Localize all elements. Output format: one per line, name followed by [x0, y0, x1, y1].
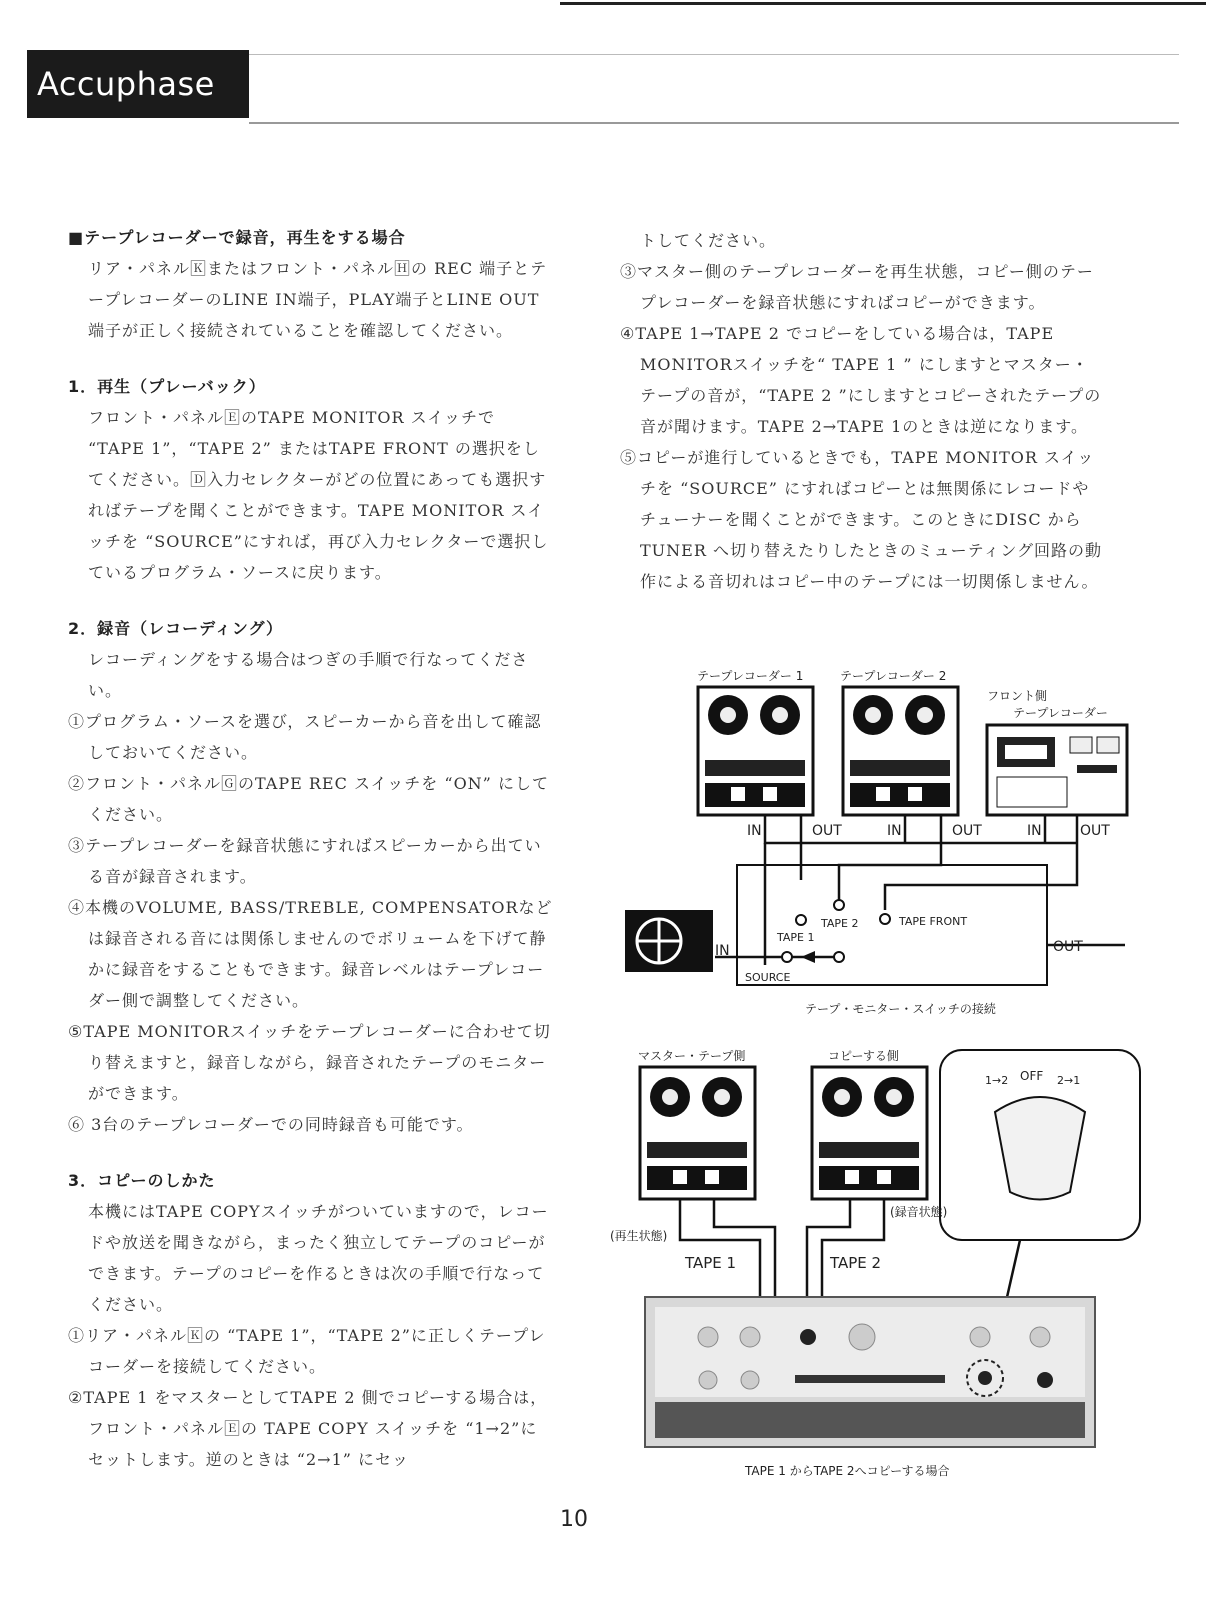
rec2-in: IN [887, 823, 902, 839]
label-rec-state: (録音状態) [890, 1205, 948, 1219]
s3-step: ①リア・パネル🄺の “TAPE 1”，“TAPE 2”に正しくテープレコーダーを接続してください。 [68, 1326, 546, 1376]
rec1-in: IN [747, 823, 762, 839]
diagram1-caption: テープ・モニター・スイッチの接続 [805, 1002, 996, 1016]
switch-closeup [940, 1050, 1140, 1240]
diagram2-caption: TAPE 1 からTAPE 2へコピーする場合 [745, 1464, 950, 1478]
s3-heading: 3．コピーのしかた [68, 1171, 216, 1190]
intro-paragraph: リア・パネル🄺またはフロント・パネル🄷の REC 端子とテープレコーダーのLINE IN端子，PLAY端子とLINE OUT端子が正しく接続されていることを確認してください。 [88, 259, 548, 340]
accuphase-logo: Accuphase [27, 50, 249, 118]
s2-step: ②フロント・パネル🄶のTAPE REC スイッチを “ON” にしてください。 [68, 774, 549, 824]
header-rule-bottom [249, 122, 1179, 124]
copy-step: ③マスター側のテープレコーダーを再生状態，コピー側のテープレコーダーを録音状態にすればコピーができます。 [620, 262, 1094, 312]
s3-intro: 本機にはTAPE COPYスイッチがついていますので，レコードや放送を聞きながら，まったく独立してテープのコピーができます。テープのコピーを作るときは次の手順で行なってください。 [88, 1202, 549, 1314]
label-front-2: テープレコーダー [1013, 706, 1108, 720]
copy-step: ④TAPE 1→TAPE 2 でコピーをしている場合は，TAPE MONITORスイッチを“ TAPE 1 ” にしますとマスター・テープの音が，“TAPE 2 ”にしますとコピーされたテープの音が聞けます。TAPE 2→TAPE 1のときは逆になります。 [620, 324, 1102, 436]
amplifier-front-panel [645, 1297, 1095, 1447]
label-recorder-2: テープレコーダー 2 [840, 669, 947, 683]
label-play-state: (再生状態) [610, 1229, 668, 1243]
s2-intro: レコーディングをする場合はつぎの手順で行なってください。 [88, 650, 529, 700]
label-copy: コピーする側 [828, 1049, 899, 1063]
copy-step: ⑤コピーが進行しているときでも，TAPE MONITOR スイッチを “SOURCE” にすればコピーとは無関係にレコードやチューナーを聞くことができます。このときにDISC から TUNER へ切り替えたりしたときのミューティング回路の動作による音切れはコピー中のテープには一切関係しません。 [620, 448, 1103, 591]
section-heading: ■テープレコーダーで録音，再生をする場合 [68, 228, 406, 247]
s2-step: ④本機のVOLUME, BASS/TREBLE, COMPENSATORなどは録音される音には関係しませんのでボリュームを下げて静かに録音をすることもできます。録音レベルはテープレコーダー側で調整してください。 [68, 898, 553, 1010]
s2-step: ③テープレコーダーを録音状態にすればスピーカーから出ている音が録音されます。 [68, 836, 542, 886]
switch-label-2to1: 2→1 [1057, 1074, 1081, 1087]
label-recorder-1: テープレコーダー 1 [697, 669, 804, 683]
label-tape2: TAPE 2 [821, 917, 859, 930]
tape-copy-diagram [600, 1042, 1170, 1482]
master-recorder-icon [640, 1067, 755, 1199]
s2-step: ⑤TAPE MONITORスイッチをテープレコーダーに合わせて切り替えますと，録音しながら，録音されたテープのモニターができます。 [68, 1022, 551, 1103]
label-front-1: フロント側 [987, 689, 1048, 703]
switch-label-off: OFF [1020, 1069, 1044, 1083]
label-copy-tape2: TAPE 2 [830, 1254, 882, 1272]
amp-out: OUT [1053, 939, 1083, 955]
left-column [68, 222, 553, 1475]
header-rule-top [249, 54, 1179, 55]
front-out: OUT [1080, 823, 1110, 839]
reel-recorder-1-icon [698, 687, 813, 815]
label-copy-tape1: TAPE 1 [685, 1254, 737, 1272]
front-in: IN [1027, 823, 1042, 839]
turntable-icon [625, 910, 713, 972]
label-tape1: TAPE 1 [777, 931, 815, 944]
rec1-out: OUT [812, 823, 842, 839]
s2-step: ①プログラム・ソースを選び，スピーカーから音を出して確認しておいてください。 [68, 712, 542, 762]
copy-recorder-icon [812, 1067, 927, 1199]
cassette-deck-icon [987, 725, 1127, 815]
right-column [620, 225, 1105, 597]
continued-text: トしてください。 [640, 231, 777, 250]
connection-lines [715, 815, 1125, 985]
label-master: マスター・テープ側 [638, 1049, 746, 1063]
label-tape-front: TAPE FRONT [899, 915, 968, 928]
page-number: 10 [560, 1507, 588, 1532]
switch-label-1to2: 1→2 [985, 1074, 1009, 1087]
tape-monitor-diagram [615, 665, 1135, 1035]
s2-heading: 2．録音（レコーディング） [68, 619, 284, 638]
s3-step: ②TAPE 1 をマスターとしてTAPE 2 側でコピーする場合は，フロント・パネル🄴の TAPE COPY スイッチを “1→2”にセットします。逆のときは “2→1” にセッ [68, 1388, 548, 1469]
s1-heading: 1．再生（プレーバック） [68, 377, 266, 396]
reel-recorder-2-icon [843, 687, 958, 815]
s1-body: フロント・パネル🄴のTAPE MONITOR スイッチで “TAPE 1”，“TAPE 2” またはTAPE FRONT の選択をしてください。🄳入力セレクターがどの位置にあっても選択すればテープを聞くことができます。TAPE MONITOR スイッチを “SOURCE”にすれば，再び入力セレクターで選択しているプログラム・ソースに戻ります。 [88, 408, 549, 582]
s2-step: ⑥ 3台のテープレコーダーでの同時録音も可能です。 [68, 1115, 474, 1134]
top-rule [560, 2, 1206, 5]
label-source: SOURCE [745, 971, 791, 984]
amp-in: IN [715, 943, 730, 959]
rec2-out: OUT [952, 823, 982, 839]
